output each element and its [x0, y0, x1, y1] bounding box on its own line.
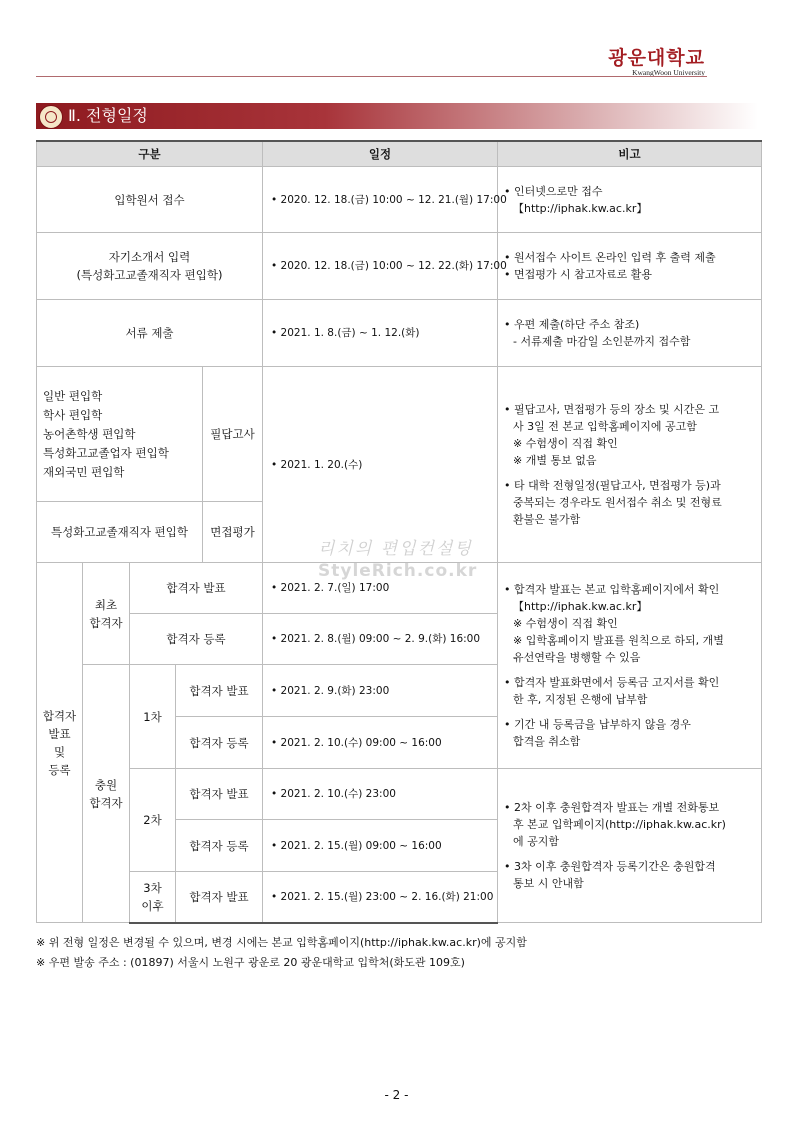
notes-results-a: • 합격자 발표는 본교 입학홈페이지에서 확인 【http://iphak.kw.ac.kr】 ※ 수험생이 직접 확인 ※ 입학홈페이지 발표를 원칙으로 하되, 개별 유선연락을 병행할 수 있음 • 합격자 발표화면에서 등록금 고지서를 확인 한 후, 지정된 은행에 납부함 • 기간 내 등록금을 납부하지 않을 경우 합격을 취소함: [498, 563, 762, 769]
date-essay: • 2020. 12. 18.(금) 10:00 ~ 12. 22.(화) 17:00: [263, 233, 498, 300]
exam-types-list: 일반 편입학 학사 편입학 농어촌학생 편입학 특성화고교졸업자 편입학 재외국민 편입학: [37, 367, 203, 502]
row-label-essay: 자기소개서 입력 (특성화고교졸재직자 편입학): [37, 233, 263, 300]
r3-announce-label: 합격자 발표: [176, 872, 263, 923]
university-emblem-icon: [39, 105, 63, 129]
r1-announce-label: 합격자 발표: [176, 665, 263, 717]
exam-written-label: 필답고사: [203, 367, 263, 502]
logo-english: KwangWoon University: [632, 68, 705, 77]
page-number: - 2 -: [384, 1088, 409, 1102]
table-row: [37, 300, 762, 367]
notes-documents: • 우편 제출(하단 주소 참조) - 서류제출 마감일 소인분까지 접수함: [498, 300, 762, 367]
r1-register-label: 합격자 등록: [176, 717, 263, 769]
table-row: [37, 769, 762, 820]
table-row: [37, 563, 762, 614]
university-logo: [608, 48, 705, 77]
schedule-table: [36, 140, 762, 924]
notes-results-b: • 2차 이후 충원합격자 발표는 개별 전화통보 후 본교 입학페이지(http://iphak.kw.ac.kr) 에 공지함 • 3차 이후 충원합격자 등록기간은 충원합격 통보 시 안내함: [498, 769, 762, 923]
round1-label: 1차: [130, 665, 176, 769]
table-row: [37, 367, 762, 502]
initial-admit-label: 최초 합격자: [83, 563, 130, 665]
date-r2-register: • 2021. 2. 15.(월) 09:00 ~ 16:00: [263, 820, 498, 872]
header-schedule: 일정: [263, 141, 498, 167]
round2-label: 2차: [130, 769, 176, 872]
footnote-schedule-change: ※ 위 전형 일정은 변경될 수 있으며, 변경 시에는 본교 입학홈페이지(http://iphak.kw.ac.kr)에 공지함: [36, 936, 527, 949]
section-header: [36, 103, 758, 129]
date-initial-register: • 2021. 2. 8.(월) 09:00 ~ 2. 9.(화) 16:00: [263, 614, 498, 665]
watermark-site: StyleRich.co.kr: [318, 561, 478, 581]
r2-register-label: 합격자 등록: [176, 820, 263, 872]
exam-employed-label: 특성화고교졸재직자 편입학: [37, 502, 203, 563]
waitlist-admit-label: 충원 합격자: [83, 665, 130, 923]
notes-application: • 인터넷으로만 접수 【http://iphak.kw.ac.kr】: [498, 167, 762, 233]
date-r2-announce: • 2021. 2. 10.(수) 23:00: [263, 769, 498, 820]
notes-essay: • 원서접수 사이트 온라인 입력 후 출력 제출 • 면접평가 시 참고자료로 활용: [498, 233, 762, 300]
footnote-mail-address: ※ 우편 발송 주소 : (01897) 서울시 노원구 광운로 20 광운대학교 입학처(화도관 109호): [36, 956, 465, 969]
initial-announce-label: 합격자 발표: [130, 563, 263, 614]
date-r1-register: • 2021. 2. 10.(수) 09:00 ~ 16:00: [263, 717, 498, 769]
footnotes: [36, 933, 527, 973]
table-header-row: [37, 141, 762, 167]
header-rule: [36, 76, 707, 77]
date-initial-announce: • 2021. 2. 7.(일) 17:00: [263, 563, 498, 614]
round3-label: 3차 이후: [130, 872, 176, 923]
header-remarks: 비고: [498, 141, 762, 167]
header-category: 구분: [37, 141, 263, 167]
logo-korean: 광운대학교: [608, 47, 705, 69]
watermark-korean: 리치의 편입컨설팅: [318, 539, 473, 559]
notes-exam: • 필답고사, 면접평가 등의 장소 및 시간은 고 사 3일 전 본교 입학홈페이지에 공고함 ※ 수험생이 직접 확인 ※ 개별 통보 없음 • 타 대학 전형일정(필답고사, 면접평가 등)과 중복되는 경우라도 원서접수 취소 및 전형료 환불은 불가함: [498, 367, 762, 563]
date-documents: • 2021. 1. 8.(금) ~ 1. 12.(화): [263, 300, 498, 367]
section-title: Ⅱ. 전형일정: [68, 106, 148, 125]
date-r1-announce: • 2021. 2. 9.(화) 23:00: [263, 665, 498, 717]
table-row: [37, 167, 762, 233]
date-exam: • 2021. 1. 20.(수): [263, 367, 498, 563]
date-application: • 2020. 12. 18.(금) 10:00 ~ 12. 21.(월) 17:00: [263, 167, 498, 233]
initial-register-label: 합격자 등록: [130, 614, 263, 665]
row-label-application: 입학원서 접수: [37, 167, 263, 233]
results-group-label: 합격자 발표 및 등록: [37, 563, 83, 923]
exam-interview-label: 면접평가: [203, 502, 263, 563]
r2-announce-label: 합격자 발표: [176, 769, 263, 820]
row-label-documents: 서류 제출: [37, 300, 263, 367]
date-r3-announce: • 2021. 2. 15.(월) 23:00 ~ 2. 16.(화) 21:00: [263, 872, 498, 923]
table-row: [37, 233, 762, 300]
